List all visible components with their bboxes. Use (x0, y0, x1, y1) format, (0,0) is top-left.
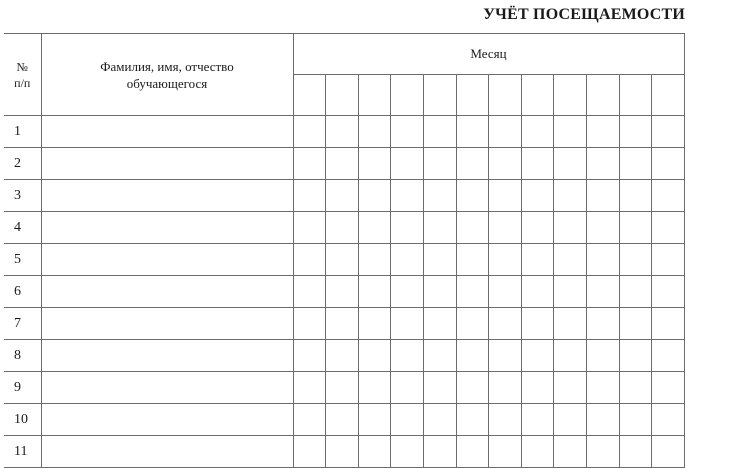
table-row (4, 116, 684, 148)
attendance-cell[interactable] (488, 116, 521, 148)
day-header-cell[interactable] (358, 75, 390, 116)
attendance-cell[interactable] (586, 148, 619, 180)
attendance-cell[interactable] (456, 212, 488, 244)
attendance-cell[interactable] (586, 276, 619, 308)
student-name-cell[interactable] (41, 340, 293, 372)
attendance-cell[interactable] (619, 212, 651, 244)
attendance-cell[interactable] (293, 180, 325, 212)
attendance-cell[interactable] (390, 404, 423, 436)
attendance-cell[interactable] (325, 436, 358, 468)
attendance-cell[interactable] (423, 212, 456, 244)
attendance-cell[interactable] (619, 404, 651, 436)
attendance-cell[interactable] (553, 340, 586, 372)
attendance-cell[interactable] (325, 148, 358, 180)
attendance-cell[interactable] (358, 308, 390, 340)
attendance-cell[interactable] (423, 436, 456, 468)
attendance-cell[interactable] (651, 148, 684, 180)
attendance-cell[interactable] (456, 308, 488, 340)
day-header-cell[interactable] (488, 75, 521, 116)
attendance-cell[interactable] (456, 180, 488, 212)
attendance-cell[interactable] (423, 404, 456, 436)
attendance-cell[interactable] (619, 308, 651, 340)
attendance-cell[interactable] (488, 340, 521, 372)
attendance-cell[interactable] (456, 404, 488, 436)
attendance-cell[interactable] (423, 340, 456, 372)
attendance-cell[interactable] (456, 276, 488, 308)
attendance-cell[interactable] (586, 308, 619, 340)
attendance-cell[interactable] (619, 180, 651, 212)
attendance-cell[interactable] (325, 212, 358, 244)
student-name-cell[interactable] (41, 276, 293, 308)
day-header-cell[interactable] (586, 75, 619, 116)
table-row (4, 276, 684, 308)
attendance-cell[interactable] (521, 308, 553, 340)
attendance-cell[interactable] (423, 372, 456, 404)
month-header: Месяц (293, 34, 684, 75)
student-name-cell[interactable] (41, 180, 293, 212)
attendance-cell[interactable] (488, 244, 521, 276)
attendance-cell[interactable] (390, 340, 423, 372)
attendance-cell[interactable] (488, 372, 521, 404)
attendance-cell[interactable] (586, 180, 619, 212)
attendance-cell[interactable] (325, 308, 358, 340)
row-number: 6 (4, 276, 41, 308)
student-name-cell[interactable] (41, 116, 293, 148)
attendance-cell[interactable] (293, 276, 325, 308)
attendance-cell[interactable] (488, 148, 521, 180)
attendance-cell[interactable] (619, 244, 651, 276)
attendance-cell[interactable] (553, 116, 586, 148)
attendance-cell[interactable] (390, 276, 423, 308)
attendance-cell[interactable] (456, 244, 488, 276)
attendance-cell[interactable] (586, 372, 619, 404)
number-header-line1: № (16, 59, 28, 74)
attendance-cell[interactable] (651, 244, 684, 276)
attendance-cell[interactable] (358, 436, 390, 468)
attendance-cell[interactable] (293, 244, 325, 276)
attendance-cell[interactable] (553, 372, 586, 404)
attendance-cell[interactable] (521, 212, 553, 244)
table-row (4, 308, 684, 340)
attendance-cell[interactable] (358, 372, 390, 404)
attendance-cell[interactable] (325, 244, 358, 276)
table-row (4, 372, 684, 404)
attendance-cell[interactable] (586, 340, 619, 372)
attendance-cell[interactable] (586, 212, 619, 244)
attendance-cell[interactable] (358, 276, 390, 308)
row-number: 5 (4, 244, 41, 276)
attendance-cell[interactable] (390, 244, 423, 276)
attendance-cell[interactable] (456, 148, 488, 180)
attendance-cell[interactable] (423, 308, 456, 340)
day-header-cell[interactable] (521, 75, 553, 116)
attendance-cell[interactable] (390, 436, 423, 468)
table-row (4, 148, 684, 180)
row-number: 1 (4, 116, 41, 148)
attendance-cell[interactable] (358, 340, 390, 372)
attendance-cell[interactable] (390, 180, 423, 212)
day-header-cell[interactable] (456, 75, 488, 116)
attendance-cell[interactable] (586, 436, 619, 468)
attendance-cell[interactable] (390, 308, 423, 340)
row-number: 9 (4, 372, 41, 404)
attendance-cell[interactable] (488, 180, 521, 212)
number-header-line2: п/п (14, 75, 31, 90)
student-name-cell[interactable] (41, 212, 293, 244)
row-number: 8 (4, 340, 41, 372)
day-header-cell[interactable] (619, 75, 651, 116)
attendance-cell[interactable] (521, 436, 553, 468)
student-name-cell[interactable] (41, 148, 293, 180)
attendance-cell[interactable] (293, 308, 325, 340)
attendance-cell[interactable] (619, 148, 651, 180)
attendance-cell[interactable] (358, 244, 390, 276)
table-row (4, 340, 684, 372)
attendance-cell[interactable] (651, 308, 684, 340)
attendance-cell[interactable] (651, 276, 684, 308)
attendance-cell[interactable] (358, 116, 390, 148)
attendance-cell[interactable] (423, 244, 456, 276)
attendance-cell[interactable] (456, 372, 488, 404)
attendance-cell[interactable] (456, 340, 488, 372)
student-name-cell[interactable] (41, 436, 293, 468)
attendance-cell[interactable] (488, 212, 521, 244)
row-number: 7 (4, 308, 41, 340)
attendance-cell[interactable] (423, 276, 456, 308)
attendance-cell[interactable] (521, 340, 553, 372)
attendance-cell[interactable] (293, 340, 325, 372)
attendance-cell[interactable] (651, 180, 684, 212)
name-header-line2: обучающегося (126, 75, 208, 91)
attendance-cell[interactable] (390, 372, 423, 404)
attendance-cell[interactable] (521, 180, 553, 212)
attendance-cell[interactable] (325, 404, 358, 436)
attendance-table (4, 33, 685, 468)
attendance-cell[interactable] (488, 276, 521, 308)
table-row (4, 404, 684, 436)
attendance-cell[interactable] (619, 276, 651, 308)
row-number: 10 (4, 404, 41, 436)
attendance-cell[interactable] (553, 180, 586, 212)
attendance-cell[interactable] (521, 404, 553, 436)
row-number: 11 (4, 436, 41, 468)
student-name-cell[interactable] (41, 308, 293, 340)
attendance-cell[interactable] (293, 148, 325, 180)
attendance-cell[interactable] (423, 148, 456, 180)
row-number: 4 (4, 212, 41, 244)
attendance-cell[interactable] (325, 180, 358, 212)
attendance-cell[interactable] (651, 212, 684, 244)
table-row (4, 180, 684, 212)
attendance-cell[interactable] (586, 116, 619, 148)
day-header-cell[interactable] (423, 75, 456, 116)
attendance-cell[interactable] (293, 436, 325, 468)
row-number: 2 (4, 148, 41, 180)
attendance-cell[interactable] (423, 180, 456, 212)
student-name-cell[interactable] (41, 372, 293, 404)
attendance-cell[interactable] (619, 436, 651, 468)
row-number: 3 (4, 180, 41, 212)
table-row (4, 212, 684, 244)
student-rows (4, 116, 684, 468)
attendance-cell[interactable] (488, 436, 521, 468)
attendance-cell[interactable] (586, 244, 619, 276)
student-name-cell[interactable] (41, 404, 293, 436)
attendance-cell[interactable] (358, 404, 390, 436)
attendance-cell[interactable] (358, 180, 390, 212)
attendance-cell[interactable] (651, 116, 684, 148)
attendance-cell[interactable] (651, 436, 684, 468)
day-header-cell[interactable] (390, 75, 423, 116)
attendance-cell[interactable] (488, 308, 521, 340)
attendance-cell[interactable] (456, 116, 488, 148)
attendance-cell[interactable] (521, 276, 553, 308)
day-header-cell[interactable] (553, 75, 586, 116)
attendance-cell[interactable] (521, 148, 553, 180)
attendance-cell[interactable] (390, 148, 423, 180)
attendance-cell[interactable] (390, 212, 423, 244)
table-row (4, 244, 684, 276)
attendance-cell[interactable] (553, 148, 586, 180)
attendance-cell[interactable] (553, 244, 586, 276)
attendance-cell[interactable] (488, 404, 521, 436)
attendance-cell[interactable] (521, 244, 553, 276)
attendance-cell[interactable] (619, 340, 651, 372)
day-header-cell[interactable] (325, 75, 358, 116)
attendance-cell[interactable] (293, 372, 325, 404)
attendance-cell[interactable] (293, 212, 325, 244)
day-header-cell[interactable] (293, 75, 325, 116)
attendance-cell[interactable] (325, 276, 358, 308)
attendance-cell[interactable] (390, 116, 423, 148)
attendance-cell[interactable] (456, 436, 488, 468)
number-column-header (4, 34, 41, 116)
name-header-line1: Фамилия, имя, отчество (100, 58, 234, 74)
attendance-cell[interactable] (325, 340, 358, 372)
attendance-cell[interactable] (293, 404, 325, 436)
page-title: УЧЁТ ПОСЕЩАЕМОСТИ (483, 6, 685, 23)
table-row (4, 436, 684, 468)
attendance-cell[interactable] (293, 116, 325, 148)
attendance-cell[interactable] (358, 212, 390, 244)
attendance-cell[interactable] (358, 148, 390, 180)
attendance-cell[interactable] (325, 116, 358, 148)
attendance-cell[interactable] (553, 436, 586, 468)
attendance-cell[interactable] (553, 308, 586, 340)
attendance-cell[interactable] (651, 372, 684, 404)
attendance-cell[interactable] (619, 372, 651, 404)
student-name-cell[interactable] (41, 244, 293, 276)
day-header-cell[interactable] (651, 75, 684, 116)
attendance-cell[interactable] (553, 404, 586, 436)
attendance-cell[interactable] (521, 372, 553, 404)
name-column-header (41, 34, 293, 116)
attendance-cell[interactable] (521, 116, 553, 148)
attendance-cell[interactable] (553, 276, 586, 308)
attendance-cell[interactable] (619, 116, 651, 148)
attendance-cell[interactable] (423, 116, 456, 148)
attendance-cell[interactable] (553, 212, 586, 244)
attendance-cell[interactable] (651, 404, 684, 436)
attendance-cell[interactable] (325, 372, 358, 404)
attendance-cell[interactable] (586, 404, 619, 436)
attendance-cell[interactable] (651, 340, 684, 372)
